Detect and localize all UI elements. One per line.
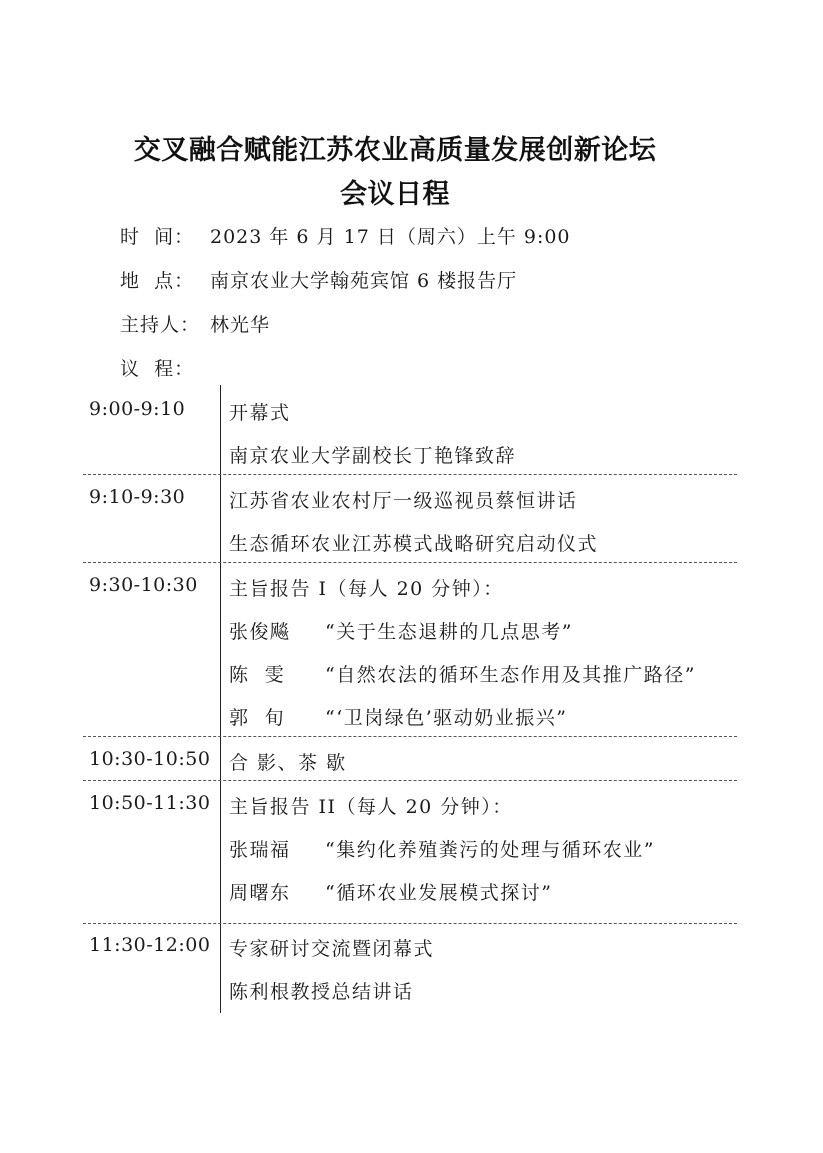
agenda-item: 开幕式	[229, 402, 291, 424]
agenda-time: 10:50-11:30	[89, 792, 211, 814]
doc-subtitle: 会议日程	[340, 179, 450, 210]
info-agenda	[120, 354, 210, 381]
row-divider	[83, 923, 737, 924]
agenda-item: 合 影、茶 歇	[229, 752, 347, 774]
info-location-value: 南京农业大学翰苑宾馆 6 楼报告厅	[210, 270, 518, 292]
row-divider	[83, 474, 737, 475]
agenda-item: 主旨报告 I（每人 20 分钟）：	[229, 578, 504, 600]
agenda-item: 南京农业大学副校长丁艳锋致辞	[229, 445, 517, 467]
talk-title: “关于生态退耕的几点思考”	[325, 621, 573, 643]
info-host	[120, 310, 270, 337]
agenda-item: 生态循环农业江苏模式战略研究启动仪式	[229, 533, 599, 555]
agenda-column-divider	[220, 385, 221, 1013]
doc-title: 交叉融合赋能江苏农业高质量发展创新论坛	[133, 135, 657, 166]
info-host-value: 林光华	[210, 314, 271, 336]
speaker-name: 张俊飚	[229, 621, 291, 643]
agenda-time: 11:30-12:00	[89, 934, 211, 956]
info-host-label: 主持人：	[120, 314, 201, 336]
agenda-time: 9:30-10:30	[89, 574, 198, 596]
agenda-item: 陈利根教授总结讲话	[229, 981, 414, 1003]
agenda-item: 专家研讨交流暨闭幕式	[229, 938, 435, 960]
speaker-name: 周曙东	[229, 882, 291, 904]
talk-title: “自然农法的循环生态作用及其推广路径”	[325, 664, 696, 686]
talk-title: “循环农业发展模式探讨”	[325, 882, 553, 904]
row-divider	[83, 736, 737, 737]
info-location-label: 地 点：	[120, 270, 195, 292]
agenda-time: 9:00-9:10	[89, 398, 186, 420]
talk-title: “集约化养殖粪污的处理与循环农业”	[325, 839, 655, 861]
agenda-item: 江苏省农业农村厅一级巡视员蔡恒讲话	[229, 490, 578, 512]
info-time	[120, 222, 571, 249]
info-agenda-label: 议 程：	[120, 358, 195, 380]
info-time-label: 时 间：	[120, 226, 195, 248]
agenda-item	[229, 835, 655, 862]
speaker-name: 陈 雯	[229, 664, 286, 686]
speaker-name: 张瑞福	[229, 839, 291, 861]
agenda-item	[229, 878, 552, 905]
agenda-item	[229, 660, 696, 687]
agenda-item	[229, 703, 568, 730]
row-divider	[83, 780, 737, 781]
agenda-item	[229, 617, 573, 644]
agenda-time: 10:30-10:50	[89, 748, 211, 770]
talk-title: “‘卫岗绿色’驱动奶业振兴”	[325, 707, 568, 729]
agenda-time: 9:10-9:30	[89, 486, 186, 508]
info-time-value: 2023 年 6 月 17 日（周六）上午 9:00	[210, 226, 571, 248]
speaker-name: 郭 旬	[229, 707, 286, 729]
info-location	[120, 266, 517, 293]
agenda-item: 主旨报告 II（每人 20 分钟）：	[229, 796, 513, 818]
row-divider	[83, 562, 737, 563]
